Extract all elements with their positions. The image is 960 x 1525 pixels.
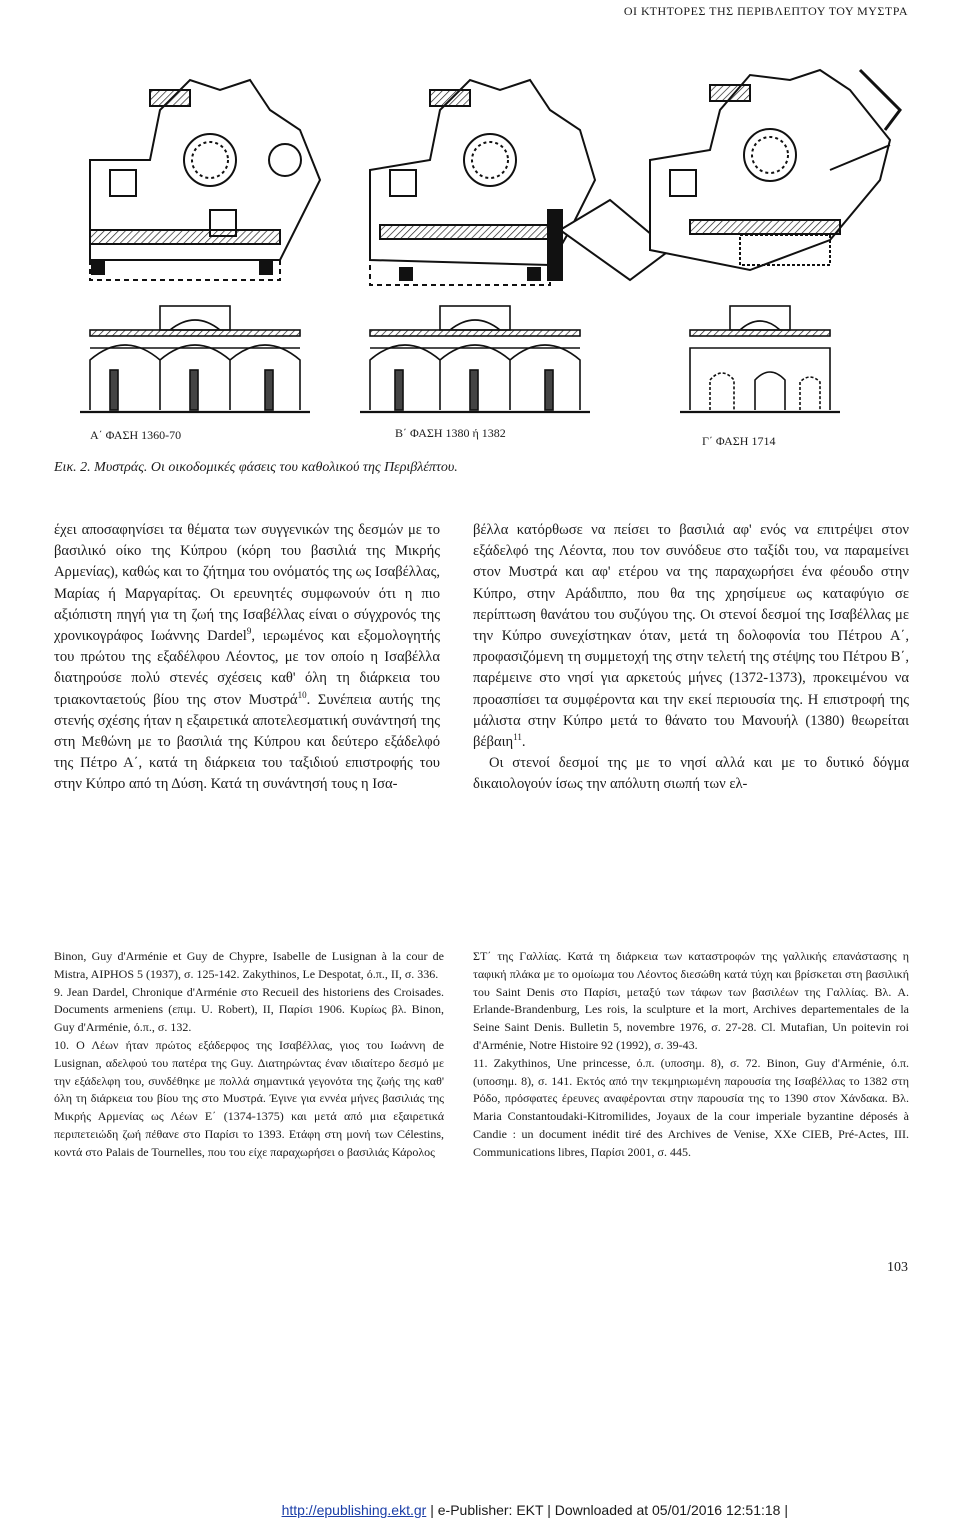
footnotes-left	[54, 948, 444, 1162]
body-column-left	[54, 520, 440, 796]
body-right-text-1: βέλλα κατόρθωσε να πείσει το βασιλιά αφ' ενός να επιτρέψει στον εξάδελφό της Λέοντα, που τον συνόδευε στο ταξίδι του, να παραμείνει στον Μυστρά και αφ' ετέρου να της παραχωρήσει ένα φέουδο στην Κύπρο, στην Αράδιππο, που θα της χρησίμευε ως καταφύγιο σε περίπτωση θανάτου του συζύγου της. Οι στενοί δεσμοί της Ισαβέλλας με την Κύπρο συνεχίστηκαν όταν, μετά τη δολοφονία του Πέτρου Α΄, προφασιζόμενη τη συμμετοχή της στην τελετή της στέψης του Πέτρου Β΄, παρέμεινε στο νησί για αρκετούς μήνες (1372-1373), προκειμένου να προασπίσει τα συμφέροντα και την εκεί περιουσία της. Η επιστροφή της μάλιστα στην Κύπρο μετά το θάνατο του Μανουήλ (1380) θεωρείται βέβαιη	[473, 522, 909, 751]
body-right-text-2: Οι στενοί δεσμοί της με το νησί αλλά και με το δυτικό δόγμα δικαιολογούν ίσως την απόλυτη σιωπή των ελ-	[473, 755, 909, 793]
footnote-10: 10. Ο Λέων ήταν πρώτος εξάδερφος της Ισαβέλλας, γιος του Ιωάννη de Lusignan, αδελφού του πατέρα της Guy. Διατηρώντας έναν ιδιαίτερο δεσμό με την εξάδελφη του, συνδέθηκε με πολλά σημαντικά γεγονότα της ζωής της καθ' όλη τη διάρκεια του βίου της στο Μυστρά. Έγινε για εννέα μήνες βασιλιάς της Μικρής Αρμενίας ως Λέων Ε΄ (1374-1375) και μετά από μια εξαιρετικά περιπετειώδη ζωή πέθανε στο Παρίσι το 1393. Ετάφη στη μονή των Célestins, κοντά στο Palais de Tournelles, που του είχε παραχωρήσει ο βασιλιάς Κάρολος	[54, 1037, 444, 1159]
body-column-right: βέλλα κατόρθωσε να πείσει το βασιλιά αφ' ενός να επιτρέψει στον εξάδελφό της Λέοντα, που τον συνόδευε στο ταξίδι του, να παραμείνει στον Μυστρά και αφ' ετέρου να της παραχωρήσει ένα φέουδο στην Κύπρο, στην Αράδιππο, που θα της χρησίμευε ως καταφύγιο σε περίπτωση θανάτου του συζύγου της. Οι στενοί δεσμοί της Ισαβέλλας με την Κύπρο συνεχίστηκαν όταν, μετά τη δολοφονία του Πέτρου Α΄, προφασιζόμενη τη συμμετοχή της στην τελετή της στέψης του Πέτρου Β΄, παρέμεινε στο νησί για αρκετούς μήνες (1372-1373), προκειμένου να προασπίσει τα συμφέροντα και την εκεί περιουσία της. Η επιστροφή της μάλιστα στην Κύπρο μετά το θάνατο του Μανουήλ (1380) θεωρείται βέβαιη$^{11}$. Οι στενοί δεσμοί της με το νησί αλλά και με το δυτικό δόγμα δικαιολογούν ίσως την απόλυτη σιωπή των ελ-	[473, 520, 909, 796]
floor-plans-and-sections	[50, 30, 910, 450]
footnotes-right	[473, 948, 909, 1162]
body-left-text-3: . Συνέπεια αυτής της στενής σχέσης ήταν η εξαιρετικά αποτελεσματική συνάντησή της στη Μεθώνη με το βασιλιά της Κύπρου και δεύτερο εξάδελφό της Πέτρο Α΄, κατά τη διάρκεια του ταξιδιού επιστροφής του στην Κύπρο από τη Δύση. Κατά τη συνάντησή τους η Ισα-	[54, 691, 440, 793]
page-number: 103	[887, 1260, 908, 1275]
phase-b-label: Β΄ ΦΑΣΗ 1380 ή 1382	[395, 426, 506, 440]
footnote-10-continued: ΣΤ΄ της Γαλλίας. Κατά τη διάρκεια των καταστροφών της γαλλικής επανάστασης η ταφική πλάκα με το ομοίωμα του Λέοντος διεσώθη κατά τύχη και βρίσκεται στη βασιλική του Saint Denis στο Παρίσι, μεταξύ των τάφων των βασιλέων της Γαλλίας. Βλ. A. Erlande-Brandenburg, Les rois, la sculpture et la mort, Archives departementales de la Seine Saint Denis. Bulletin 5, novembre 1976, σ. 27-28. Cl. Mutafian, Un poitevin roi d'Arménie, Notre Histoire 92 (1992), σ. 39-43.	[473, 949, 909, 1052]
footnote-11: 11. Zakythinos, Une princesse, ό.π. (υποσημ. 8), σ. 72. Binon, Guy d'Arménie, ό.π. (υποσημ. 8), σ. 141. Εκτός από την τεκμηριωμένη παρουσία της Ισαβέλλας το 1382 στη Ρόδο, πρόσφατες έρευνες αναφέρονται στην παρουσία της το 1390 στον Χάνδακα. Βλ. Maria Constantoudaki-Kitromilides, Joyaux de la cour imperiale byzantine déposés à Candie : un document inédit tiré des Archives de Venise, XXe CIEB, Pré-Actes, III. Communications libres, Παρίσι 2001, σ. 445.	[473, 1055, 909, 1159]
phase-a-section-elevation	[80, 306, 310, 412]
figure-caption: Εικ. 2. Μυστράς. Οι οικοδομικές φάσεις του καθολικού της Περιβλέπτου.	[54, 460, 458, 475]
running-head: ΟΙ ΚΤΗΤΟΡΕΣ ΤΗΣ ΠΕΡΙΒΛΕΠΤΟΥ ΤΟΥ ΜΥΣΤΡΑ	[623, 4, 908, 18]
architectural-plan-figure	[50, 30, 910, 450]
phase-c-floor-plan	[650, 70, 900, 270]
footnote-9: 9. Jean Dardel, Chronique d'Arménie στο Recueil des historiens des Croisades. Documents armeniens (επιμ. U. Robert), II, Παρίσι 1906. Κυρίως βλ. Binon, Guy d'Arménie, ό.π., σ. 132.	[54, 984, 444, 1035]
phase-b-floor-plan	[370, 80, 670, 285]
footnote-continued: Binon, Guy d'Arménie et Guy de Chypre, Isabelle de Lusignan à la cour de Mistra, AIPHOS 5 (1937), σ. 125-142. Zakythinos, Le Despotat, ό.π., II, σ. 336.	[54, 949, 444, 981]
footnote-ref-10: 10	[297, 689, 307, 700]
body-left-text-1: έχει αποσαφηνίσει τα θέματα των συγγενικών της δεσμών με το βασιλικό οίκο της Κύπρου (κόρη του βασιλιά της Μικρής Αρμενίας), καθώς και το ζήτημα του ονόματός της ως Ισαβέλλας, Μαρίας ή Μαργαρίτας. Οι ερευνητές συμφωνούν ότι η πιο αξιόπιστη πηγή για τη ζωή της Ισαβέλλας είναι ο σύγχρονός της χρονικογράφος Ιωάννης Dardel	[54, 522, 440, 645]
download-footer	[282, 1502, 788, 1518]
footnote-ref-11: 11	[513, 732, 522, 743]
phase-b-section-elevation	[360, 306, 590, 412]
phase-c-label: Γ΄ ΦΑΣΗ 1714	[702, 434, 776, 448]
phase-a-label: Α΄ ΦΑΣΗ 1360-70	[90, 428, 182, 442]
body-left-text-2: , ιερωμένος και εξομολογητής του πρώτου της εξαδέλφου Λέοντος, με τον οποίο η Ισαβέλλα διατηρούσε πολύ στενές σχέσεις καθ' όλη τη διάρκεια του τριακονταετούς βίου της στον Μυστρά	[54, 628, 440, 708]
phase-c-section-elevation	[680, 306, 840, 412]
footnote-ref-9: 9	[246, 626, 252, 637]
footer-text: | e-Publisher: EKT | Downloaded at 05/01/2016 12:51:18 |	[426, 1502, 788, 1518]
phase-a-floor-plan	[90, 80, 320, 280]
epublishing-link[interactable]: http://epublishing.ekt.gr	[281, 1502, 427, 1518]
